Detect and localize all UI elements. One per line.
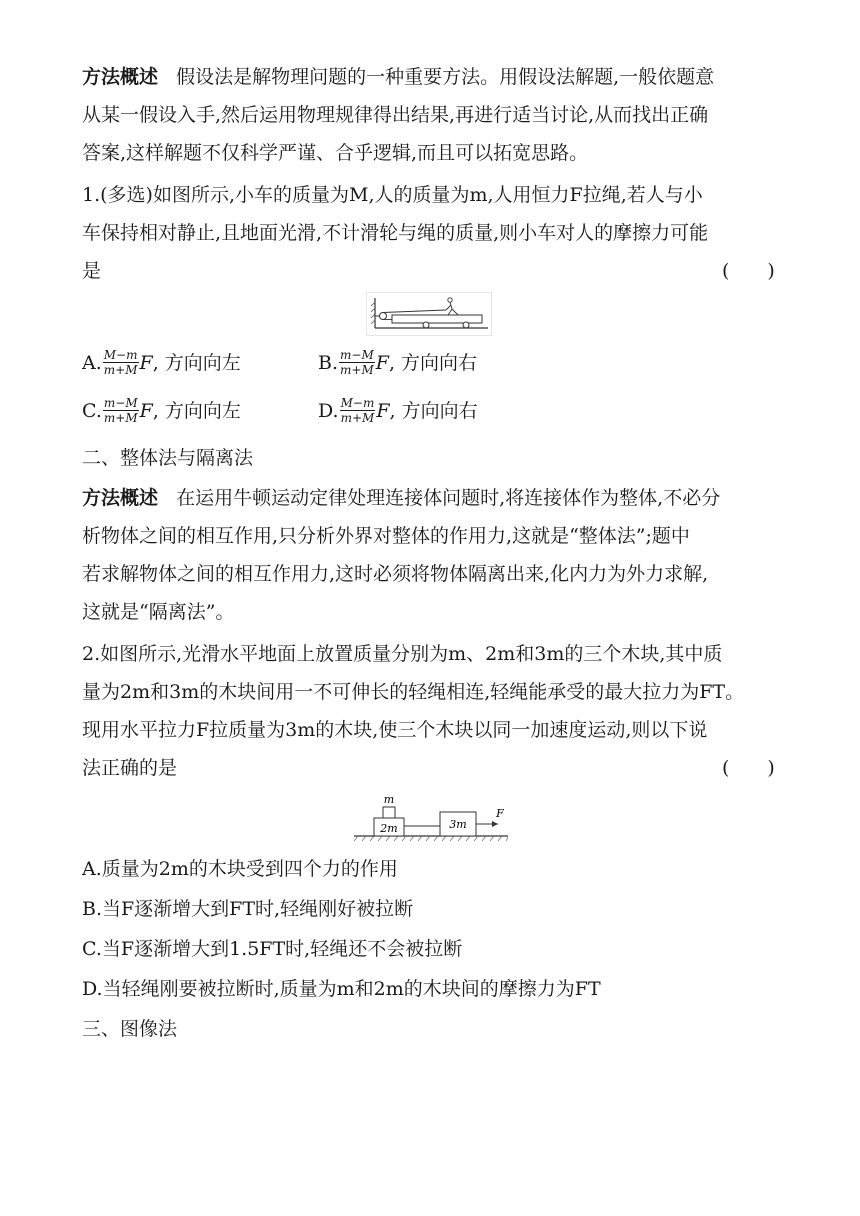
q2-line-4: 法正确的是	[82, 757, 178, 779]
block-right-label: 3m	[449, 818, 467, 831]
q2-line-3: 现用水平拉力F拉质量为3m的木块,使三个木块以同一加速度运动,则以下说	[82, 719, 708, 741]
q2-line-2: 量为2m和3m的木块间用一不可伸长的轻绳相连,轻绳能承受的最大拉力为FT。	[82, 681, 745, 703]
fraction-numerator: M−m	[103, 348, 138, 362]
fraction-numerator: M−m	[340, 396, 375, 410]
blocks-figure	[352, 790, 512, 846]
q2-option-b: B.当F逐渐增大到FT时,轻绳刚好被拉断	[82, 898, 414, 920]
q1-option-c-letter: C.	[82, 399, 102, 422]
q1-option-d-fraction	[340, 396, 376, 425]
method1-line-2: 从某一假设入手,然后运用物理规律得出结果,再进行适当讨论,从而找出正确	[82, 104, 709, 126]
method2-label: 方法概述	[82, 487, 159, 509]
q1-option-c	[82, 396, 241, 425]
force-variable: F	[375, 351, 389, 374]
q1-line-1: 1.(多选)如图所示,小车的质量为M,人的质量为m,人用恒力F拉绳,若人与小	[82, 184, 703, 206]
fraction-numerator: m−M	[340, 348, 374, 362]
q2-option-c: C.当F逐渐增大到1.5FT时,轻绳还不会被拉断	[82, 938, 463, 960]
method2-line-4: 这就是“隔离法”。	[82, 601, 235, 623]
q2-option-a: A.质量为2m的木块受到四个力的作用	[82, 858, 398, 880]
force-variable: F	[139, 351, 153, 374]
method1-label: 方法概述	[82, 66, 159, 88]
section2-title: 二、整体法与隔离法	[82, 447, 254, 469]
q1-option-b-text: , 方向向右	[388, 351, 478, 374]
q1-option-d-text: , 方向向右	[389, 399, 478, 422]
q1-option-a-fraction	[103, 348, 139, 377]
force-variable: F	[139, 399, 153, 422]
method2-line-2: 析物体之间的相互作用,只分析外界对整体的作用力,这就是“整体法”;题中	[82, 525, 690, 547]
fraction-numerator: m−M	[103, 396, 138, 410]
fraction-denominator: m+M	[103, 411, 138, 425]
q1-option-b-letter: B.	[318, 351, 339, 374]
q2-answer-paren: ( )	[722, 757, 775, 779]
q2-line-1: 2.如图所示,光滑水平地面上放置质量分别为m、2m和3m的三个木块,其中质	[82, 643, 723, 665]
method1-line-3: 答案,这样解题不仅科学严谨、合乎逻辑,而且可以拓宽思路。	[82, 142, 589, 164]
method2-line-1	[82, 485, 720, 511]
method2-text-1: 在运用牛顿运动定律处理连接体问题时,将连接体作为整体,不必分	[176, 487, 721, 509]
cart-pulley-figure	[366, 292, 492, 336]
q1-option-d-letter: D.	[318, 399, 339, 422]
q1-option-c-text: , 方向向左	[152, 399, 241, 422]
q1-option-c-fraction	[103, 396, 139, 425]
q1-option-b	[318, 348, 477, 377]
block-top-label: m	[383, 793, 395, 806]
q1-option-a-text: , 方向向左	[152, 351, 241, 374]
method2-line-3: 若求解物体之间的相互作用力,这时必须将物体隔离出来,化内力为外力求解,	[82, 563, 709, 585]
q1-line-3: 是	[82, 260, 102, 282]
q1-option-a-letter: A.	[82, 351, 102, 374]
q1-line-2: 车保持相对静止,且地面光滑,不计滑轮与绳的质量,则小车对人的摩擦力可能	[82, 222, 709, 244]
force-variable: F	[376, 399, 390, 422]
section3-title: 三、图像法	[82, 1018, 178, 1040]
q1-answer-paren: ( )	[722, 260, 775, 282]
fraction-denominator: m+M	[340, 411, 375, 425]
method1-text-1: 假设法是解物理问题的一种重要方法。用假设法解题,一般依题意	[176, 66, 715, 88]
q1-option-b-fraction	[339, 348, 375, 377]
force-label: F	[496, 807, 504, 820]
q1-option-a	[82, 348, 241, 377]
q1-option-d	[318, 396, 478, 425]
fraction-denominator: m+M	[340, 363, 374, 377]
fraction-denominator: m+M	[103, 363, 138, 377]
q2-option-d: D.当轻绳刚要被拉断时,质量为m和2m的木块间的摩擦力为FT	[82, 978, 601, 1000]
method1-line-1	[82, 64, 714, 90]
block-left-label: 2m	[380, 822, 398, 835]
